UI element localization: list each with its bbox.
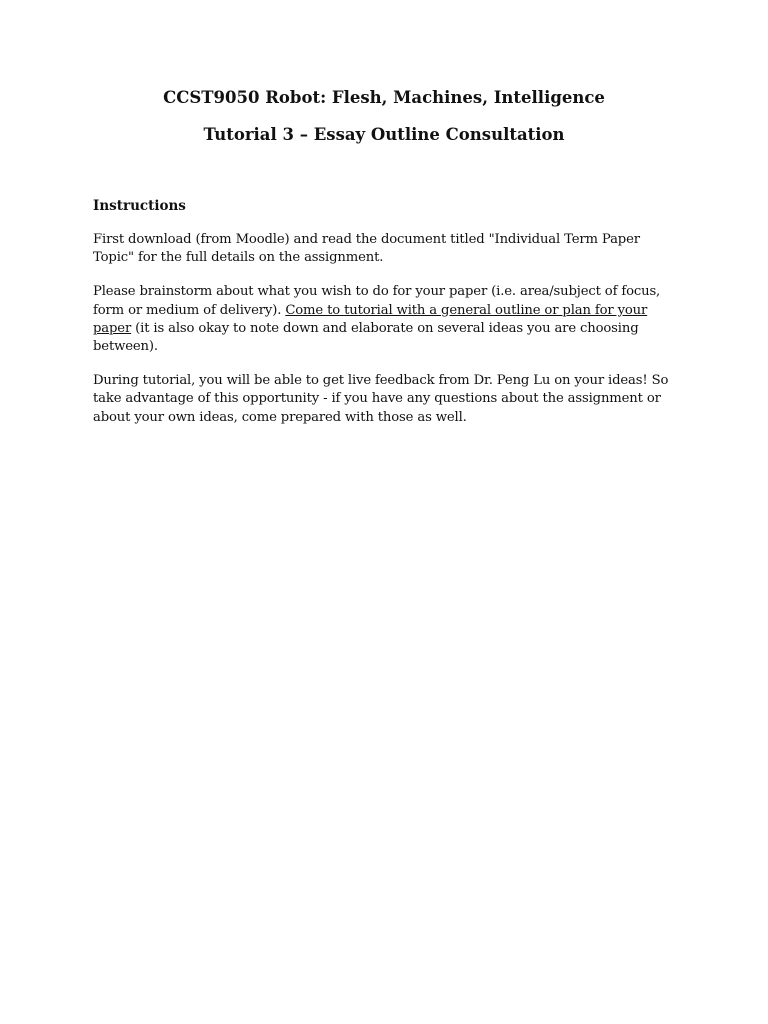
document-title: CCST9050 Robot: Flesh, Machines, Intelligence — [163, 88, 605, 107]
paragraph-brainstorm-rest: (it is also okay to note down and elaborate on several ideas you are choosing between). — [93, 320, 639, 355]
paragraph-download: First download (from Moodle) and read the document titled "Individual Term Paper Topic" for the full details on the assignment. — [93, 232, 640, 266]
document-subtitle: Tutorial 3 – Essay Outline Consultation — [203, 125, 565, 144]
paragraph-brainstorm-intro: Please brainstorm about what you wish to do for your paper (i.e. area/subject of focus, form or medium of delivery). — [93, 284, 661, 318]
underlined-outline-instruction: Come to tutorial with a general outline or plan for your paper — [93, 302, 648, 336]
document-page — [93, 86, 675, 427]
paragraph-brainstorm — [93, 283, 675, 356]
instructions-heading: Instructions — [93, 198, 186, 214]
paragraph-tutorial-feedback: During tutorial, you will be able to get live feedback from Dr. Peng Lu on your ideas! So take advantage of this opportunity - if you have any questions about the assignment or about your own ideas, come prepared with those as well. — [93, 373, 669, 425]
